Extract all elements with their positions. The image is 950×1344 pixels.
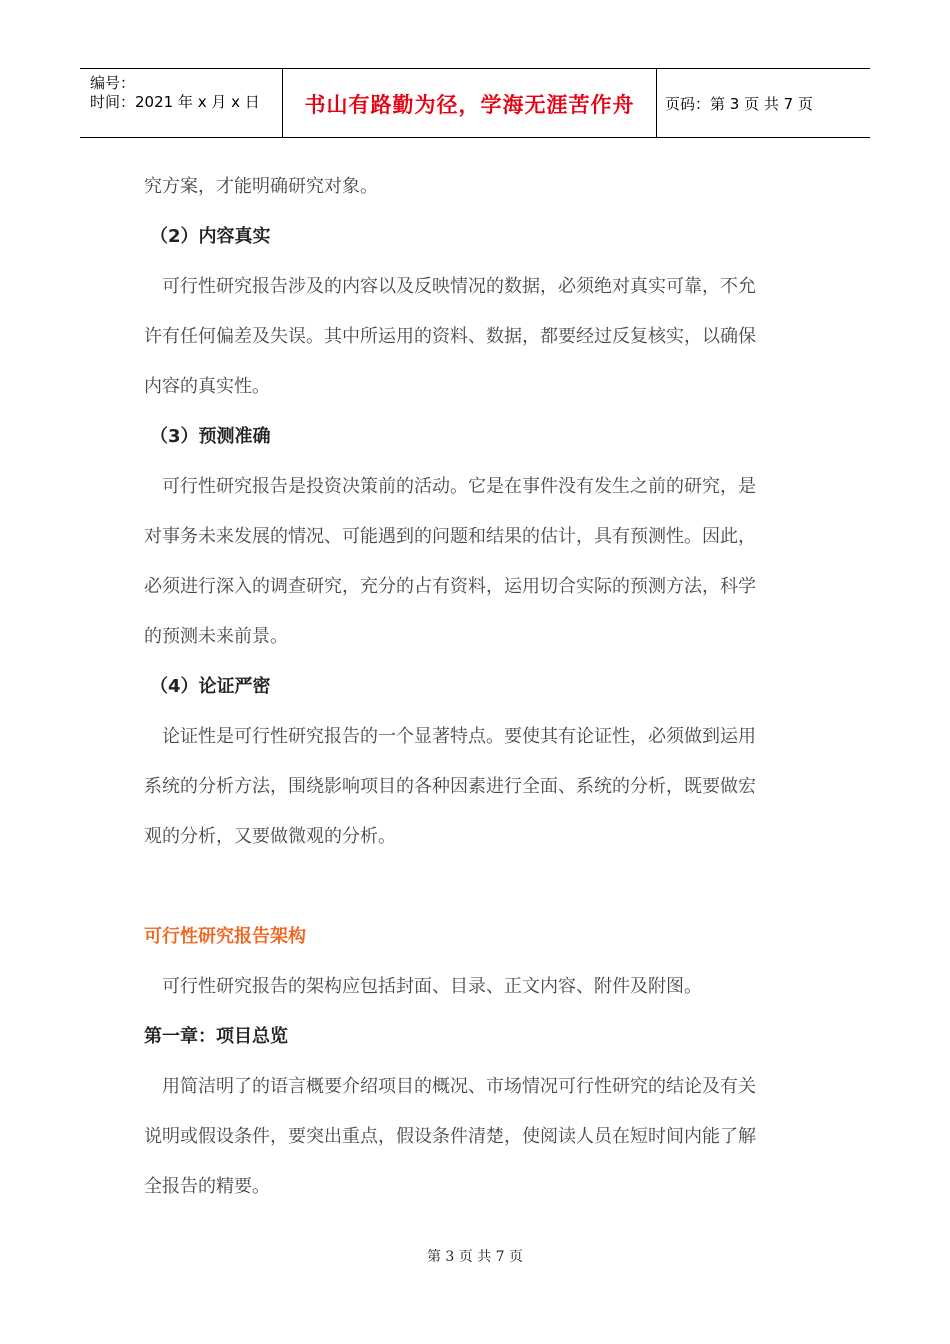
subheading-forecast-accuracy: （3）预测准确 [150, 426, 271, 447]
chapter-heading: 第一章：项目总览 [144, 1026, 288, 1047]
paragraph-line: 必须进行深入的调查研究，充分的占有资料，运用切合实际的预测方法，科学 [144, 576, 756, 597]
paragraph-line: 内容的真实性。 [144, 376, 270, 397]
header-motto-cell [283, 69, 657, 137]
header-motto: 书山有路勤为径，学海无涯苦作舟 [304, 93, 635, 117]
paragraph-line: 许有任何偏差及失误。其中所运用的资料、数据，都要经过反复核实，以确保 [144, 326, 756, 347]
paragraph-line: 可行性研究报告的架构应包括封面、目录、正文内容、附件及附图。 [162, 976, 702, 997]
header-right-cell [657, 69, 870, 137]
document-body [144, 162, 814, 1212]
paragraph-line: 对事务未来发展的情况、可能遇到的问题和结果的估计，具有预测性。因此， [144, 526, 756, 547]
header-left-cell [80, 69, 283, 137]
paragraph-line: 论证性是可行性研究报告的一个显著特点。要使其有论证性，必须做到运用 [162, 726, 756, 747]
header-page-info: 页码：第 3 页 共 7 页 [665, 95, 813, 113]
paragraph-line: 全报告的精要。 [144, 1176, 270, 1197]
serial-number-label: 编号： [90, 74, 136, 92]
paragraph-line: 究方案，才能明确研究对象。 [144, 176, 378, 197]
section-title: 可行性研究报告架构 [144, 926, 306, 947]
date-label: 时间：2021 年 x 月 x 日 [90, 93, 260, 111]
paragraph-line: 可行性研究报告是投资决策前的活动。它是在事件没有发生之前的研究，是 [162, 476, 756, 497]
subheading-content-truth: （2）内容真实 [150, 226, 271, 247]
paragraph-line: 的预测未来前景。 [144, 626, 288, 647]
paragraph-line: 可行性研究报告涉及的内容以及反映情况的数据，必须绝对真实可靠，不允 [162, 276, 756, 297]
paragraph-line: 用简洁明了的语言概要介绍项目的概况、市场情况可行性研究的结论及有关 [162, 1076, 756, 1097]
spacer [144, 862, 814, 912]
subheading-rigorous-argument: （4）论证严密 [150, 676, 271, 697]
paragraph-line: 说明或假设条件，要突出重点，假设条件清楚，使阅读人员在短时间内能了解 [144, 1126, 756, 1147]
page-footer: 第 3 页 共 7 页 [426, 1249, 524, 1265]
document-header [80, 68, 870, 138]
paragraph-line: 系统的分析方法，围绕影响项目的各种因素进行全面、系统的分析，既要做宏 [144, 776, 756, 797]
paragraph-line: 观的分析，又要做微观的分析。 [144, 826, 396, 847]
